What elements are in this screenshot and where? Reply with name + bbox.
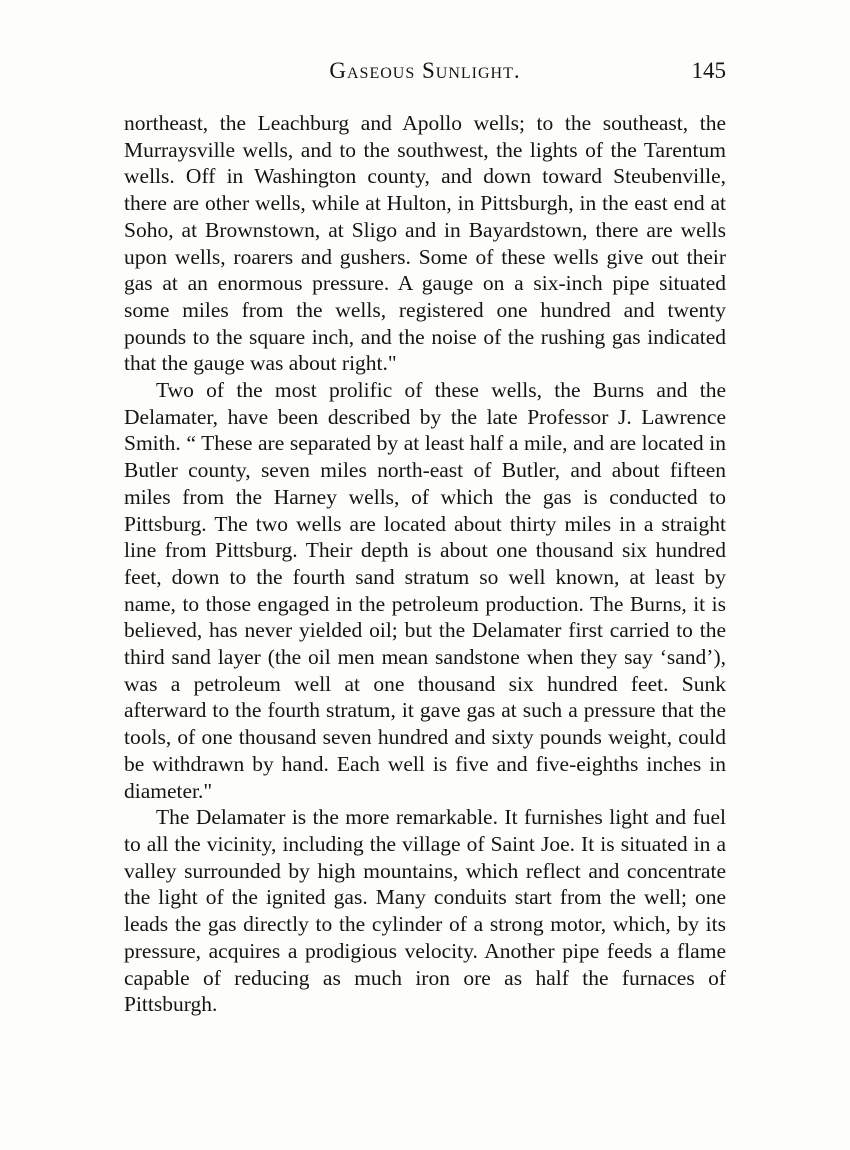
page-number: 145 <box>691 58 726 83</box>
paragraph-3: The Delamater is the more remarkable. It furnishes light and fuel to all the vicinity, including the village of Saint Joe. It is situated in a valley surrounded by high mountains, which reflect and concentrate the light of the ignited gas. Many conduits start from the well; one leads the gas directly to the cylinder of a strong motor, which, by its pressure, acquires a prodigious velocity. Another pipe feeds a flame capable of reducing as much iron ore as half the furnaces of Pittsburgh. <box>124 805 726 1017</box>
body-text <box>124 110 726 1018</box>
running-head <box>124 58 726 92</box>
running-title: Gaseous Sunlight. <box>329 58 521 83</box>
paragraph-1: northeast, the Leachburg and Apollo wells; to the southeast, the Murraysville wells, and to the southwest, the lights of the Tarentum wells. Off in Washington county, and down toward Steubenville, there are other wells, while at Hulton, in Pittsburgh, in the east end at Soho, at Brownstown, at Sligo and in Bayardstown, there are wells upon wells, roarers and gushers. Some of these wells give out their gas at an enormous pressure. A gauge on a six-inch pipe situated some miles from the wells, registered one hundred and twenty pounds to the square inch, and the noise of the rushing gas indicated that the gauge was about right." <box>124 111 726 376</box>
paragraph-2: Two of the most prolific of these wells, the Burns and the Delamater, have been described by the late Professor J. Lawrence Smith. “ These are separated by at least half a mile, and are located in Butler county, seven miles north-east of Butler, and about fifteen miles from the Harney wells, of which the gas is conducted to Pittsburg. The two wells are located about thirty miles in a straight line from Pittsburg. Their depth is about one thousand six hundred feet, down to the fourth sand stratum so well known, at least by name, to those engaged in the petroleum production. The Burns, it is believed, has never yielded oil; but the Delamater first carried to the third sand layer (the oil men mean sandstone when they say ‘sand’), was a petroleum well at one thousand six hundred feet. Sunk afterward to the fourth stratum, it gave gas at such a pressure that the tools, of one thousand seven hundred and sixty pounds weight, could be withdrawn by hand. Each well is five and five-eighths inches in diameter." <box>124 378 726 803</box>
